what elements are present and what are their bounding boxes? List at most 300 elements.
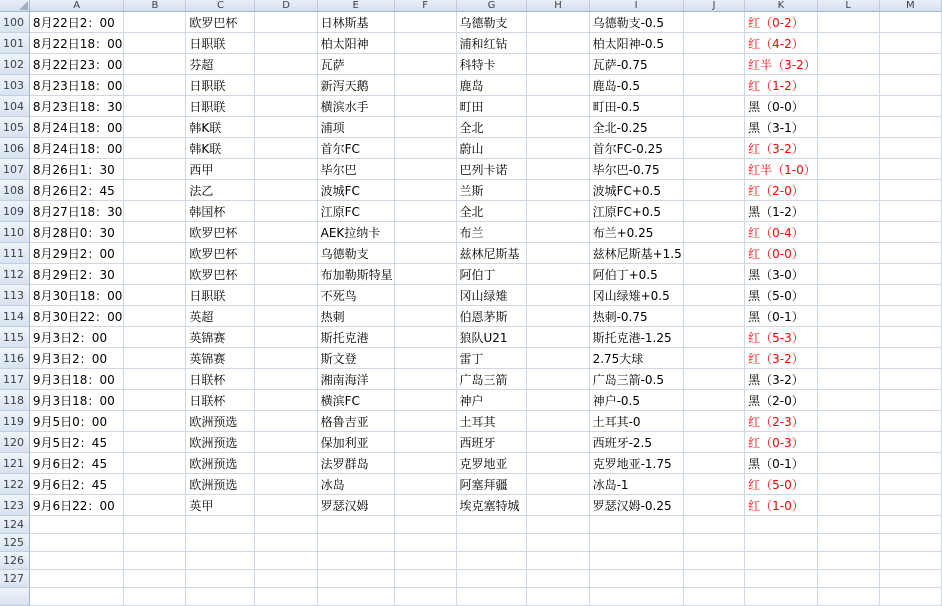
cell-K110[interactable]: [745, 222, 818, 243]
cell[interactable]: [186, 588, 255, 606]
cell-I124[interactable]: [590, 516, 684, 534]
cell-K125[interactable]: [745, 534, 818, 552]
cell-A124[interactable]: [30, 516, 124, 534]
cell-E115[interactable]: [318, 327, 395, 348]
cell-H123[interactable]: [527, 495, 589, 516]
cell-J116[interactable]: [684, 348, 745, 369]
cell-J112[interactable]: [684, 264, 745, 285]
cell-E120[interactable]: [318, 432, 395, 453]
cell-C100[interactable]: [186, 12, 255, 33]
cell-H110[interactable]: [527, 222, 589, 243]
cell-D108[interactable]: [255, 180, 317, 201]
cell-D124[interactable]: [255, 516, 317, 534]
cell-F103[interactable]: [395, 75, 457, 96]
cell-F106[interactable]: [395, 138, 457, 159]
cell-H116[interactable]: [527, 348, 589, 369]
cell-A123[interactable]: [30, 495, 124, 516]
cell-D103[interactable]: [255, 75, 317, 96]
cell-L103[interactable]: [818, 75, 880, 96]
cell-M102[interactable]: [880, 54, 942, 75]
cell-L119[interactable]: [818, 411, 880, 432]
cell-A116[interactable]: [30, 348, 124, 369]
cell-E108[interactable]: [318, 180, 395, 201]
cell[interactable]: [880, 588, 942, 606]
cell-M121[interactable]: [880, 453, 942, 474]
row-header-105[interactable]: 105: [0, 117, 30, 138]
cell-A109[interactable]: [30, 201, 124, 222]
cell-C108[interactable]: [186, 180, 255, 201]
cell-M107[interactable]: [880, 159, 942, 180]
select-all-corner[interactable]: [0, 0, 30, 12]
row-header-116[interactable]: 116: [0, 348, 30, 369]
cell-M106[interactable]: [880, 138, 942, 159]
cell-K103[interactable]: [745, 75, 818, 96]
cell-F124[interactable]: [395, 516, 457, 534]
cell-K117[interactable]: [745, 369, 818, 390]
cell-A120[interactable]: [30, 432, 124, 453]
cell-G124[interactable]: [457, 516, 528, 534]
cell-M115[interactable]: [880, 327, 942, 348]
cell-F119[interactable]: [395, 411, 457, 432]
cell-F102[interactable]: [395, 54, 457, 75]
cell-C117[interactable]: [186, 369, 255, 390]
cell-J122[interactable]: [684, 474, 745, 495]
cell-K102[interactable]: [745, 54, 818, 75]
cell-J118[interactable]: [684, 390, 745, 411]
cell-E107[interactable]: [318, 159, 395, 180]
cell-M111[interactable]: [880, 243, 942, 264]
row-header-109[interactable]: 109: [0, 201, 30, 222]
cell-E105[interactable]: [318, 117, 395, 138]
cell-H125[interactable]: [527, 534, 589, 552]
cell-G103[interactable]: [457, 75, 528, 96]
cell-B104[interactable]: [124, 96, 186, 117]
cell-D126[interactable]: [255, 552, 317, 570]
row-header-106[interactable]: 106: [0, 138, 30, 159]
cell-C104[interactable]: [186, 96, 255, 117]
cell-B100[interactable]: [124, 12, 186, 33]
cell-H103[interactable]: [527, 75, 589, 96]
column-header-L[interactable]: L: [818, 0, 880, 12]
cell-B120[interactable]: [124, 432, 186, 453]
cell-K126[interactable]: [745, 552, 818, 570]
cell[interactable]: [318, 588, 395, 606]
cell-M117[interactable]: [880, 369, 942, 390]
cell-J110[interactable]: [684, 222, 745, 243]
row-header-112[interactable]: 112: [0, 264, 30, 285]
cell-K100[interactable]: [745, 12, 818, 33]
cell-I119[interactable]: [590, 411, 684, 432]
cell-E112[interactable]: [318, 264, 395, 285]
cell-C127[interactable]: [186, 570, 255, 588]
row-header-127[interactable]: 127: [0, 570, 30, 588]
cell-E125[interactable]: [318, 534, 395, 552]
cell-J100[interactable]: [684, 12, 745, 33]
cell-D118[interactable]: [255, 390, 317, 411]
cell-E101[interactable]: [318, 33, 395, 54]
cell-I121[interactable]: [590, 453, 684, 474]
cell-L120[interactable]: [818, 432, 880, 453]
cell-D112[interactable]: [255, 264, 317, 285]
cell-G100[interactable]: [457, 12, 528, 33]
row-header-121[interactable]: 121: [0, 453, 30, 474]
cell-I117[interactable]: [590, 369, 684, 390]
cell-B117[interactable]: [124, 369, 186, 390]
cell-D121[interactable]: [255, 453, 317, 474]
cell-L121[interactable]: [818, 453, 880, 474]
cell-J102[interactable]: [684, 54, 745, 75]
cell-E119[interactable]: [318, 411, 395, 432]
cell-E102[interactable]: [318, 54, 395, 75]
row-header-114[interactable]: 114: [0, 306, 30, 327]
cell-F112[interactable]: [395, 264, 457, 285]
cell-L118[interactable]: [818, 390, 880, 411]
cell-G114[interactable]: [457, 306, 528, 327]
cell-C111[interactable]: [186, 243, 255, 264]
cell-A107[interactable]: [30, 159, 124, 180]
cell-J107[interactable]: [684, 159, 745, 180]
cell-L126[interactable]: [818, 552, 880, 570]
cell-K114[interactable]: [745, 306, 818, 327]
cell-M100[interactable]: [880, 12, 942, 33]
cell-J105[interactable]: [684, 117, 745, 138]
row-header-111[interactable]: 111: [0, 243, 30, 264]
cell-F115[interactable]: [395, 327, 457, 348]
cell-B127[interactable]: [124, 570, 186, 588]
cell-E109[interactable]: [318, 201, 395, 222]
cell-J114[interactable]: [684, 306, 745, 327]
cell-K101[interactable]: [745, 33, 818, 54]
cell-B115[interactable]: [124, 327, 186, 348]
cell-L101[interactable]: [818, 33, 880, 54]
cell-F110[interactable]: [395, 222, 457, 243]
cell-L109[interactable]: [818, 201, 880, 222]
cell-G111[interactable]: [457, 243, 528, 264]
row-header-119[interactable]: 119: [0, 411, 30, 432]
cell-F107[interactable]: [395, 159, 457, 180]
cell-D109[interactable]: [255, 201, 317, 222]
cell-L125[interactable]: [818, 534, 880, 552]
row-header-107[interactable]: 107: [0, 159, 30, 180]
cell-K121[interactable]: [745, 453, 818, 474]
cell-D117[interactable]: [255, 369, 317, 390]
cell-E106[interactable]: [318, 138, 395, 159]
cell-L100[interactable]: [818, 12, 880, 33]
cell-F109[interactable]: [395, 201, 457, 222]
cell-E127[interactable]: [318, 570, 395, 588]
cell-L114[interactable]: [818, 306, 880, 327]
cell-C121[interactable]: [186, 453, 255, 474]
cell-J120[interactable]: [684, 432, 745, 453]
cell-E121[interactable]: [318, 453, 395, 474]
cell-D102[interactable]: [255, 54, 317, 75]
cell-H121[interactable]: [527, 453, 589, 474]
row-header-117[interactable]: 117: [0, 369, 30, 390]
cell-L123[interactable]: [818, 495, 880, 516]
cell-H114[interactable]: [527, 306, 589, 327]
cell-L108[interactable]: [818, 180, 880, 201]
cell-C122[interactable]: [186, 474, 255, 495]
cell-D110[interactable]: [255, 222, 317, 243]
cell-H111[interactable]: [527, 243, 589, 264]
cell[interactable]: [255, 588, 317, 606]
cell-M114[interactable]: [880, 306, 942, 327]
row-header-124[interactable]: 124: [0, 516, 30, 534]
cell-D111[interactable]: [255, 243, 317, 264]
cell-G115[interactable]: [457, 327, 528, 348]
cell-A108[interactable]: [30, 180, 124, 201]
cell-I114[interactable]: [590, 306, 684, 327]
cell-I111[interactable]: [590, 243, 684, 264]
cell-F122[interactable]: [395, 474, 457, 495]
cell-J117[interactable]: [684, 369, 745, 390]
cell-A126[interactable]: [30, 552, 124, 570]
cell-L110[interactable]: [818, 222, 880, 243]
cell-J101[interactable]: [684, 33, 745, 54]
cell-G127[interactable]: [457, 570, 528, 588]
cell-A118[interactable]: [30, 390, 124, 411]
cell-I108[interactable]: [590, 180, 684, 201]
cell-M104[interactable]: [880, 96, 942, 117]
column-header-I[interactable]: I: [590, 0, 684, 12]
cell-G113[interactable]: [457, 285, 528, 306]
cell-B112[interactable]: [124, 264, 186, 285]
cell-L107[interactable]: [818, 159, 880, 180]
cell-J108[interactable]: [684, 180, 745, 201]
cell-I102[interactable]: [590, 54, 684, 75]
cell-E111[interactable]: [318, 243, 395, 264]
cell-A113[interactable]: [30, 285, 124, 306]
cell-A115[interactable]: [30, 327, 124, 348]
cell-F111[interactable]: [395, 243, 457, 264]
cell-K124[interactable]: [745, 516, 818, 534]
cell-C124[interactable]: [186, 516, 255, 534]
cell-F100[interactable]: [395, 12, 457, 33]
cell-M108[interactable]: [880, 180, 942, 201]
cell-D119[interactable]: [255, 411, 317, 432]
cell-E123[interactable]: [318, 495, 395, 516]
row-header-120[interactable]: 120: [0, 432, 30, 453]
cell-H124[interactable]: [527, 516, 589, 534]
cell-C126[interactable]: [186, 552, 255, 570]
cell-D123[interactable]: [255, 495, 317, 516]
row-header-100[interactable]: 100: [0, 12, 30, 33]
cell-K108[interactable]: [745, 180, 818, 201]
cell-B107[interactable]: [124, 159, 186, 180]
cell-F101[interactable]: [395, 33, 457, 54]
cell[interactable]: [30, 588, 124, 606]
cell-G102[interactable]: [457, 54, 528, 75]
cell-C123[interactable]: [186, 495, 255, 516]
cell-E116[interactable]: [318, 348, 395, 369]
cell-J126[interactable]: [684, 552, 745, 570]
cell-H106[interactable]: [527, 138, 589, 159]
cell-G125[interactable]: [457, 534, 528, 552]
cell-D115[interactable]: [255, 327, 317, 348]
cell-G105[interactable]: [457, 117, 528, 138]
cell-K112[interactable]: [745, 264, 818, 285]
row-header-101[interactable]: 101: [0, 33, 30, 54]
cell-C115[interactable]: [186, 327, 255, 348]
cell-H115[interactable]: [527, 327, 589, 348]
cell-E118[interactable]: [318, 390, 395, 411]
cell-K116[interactable]: [745, 348, 818, 369]
cell-B101[interactable]: [124, 33, 186, 54]
cell-J115[interactable]: [684, 327, 745, 348]
cell-A102[interactable]: [30, 54, 124, 75]
row-header-108[interactable]: 108: [0, 180, 30, 201]
cell-I106[interactable]: [590, 138, 684, 159]
cell-I115[interactable]: [590, 327, 684, 348]
cell-F117[interactable]: [395, 369, 457, 390]
cell-F126[interactable]: [395, 552, 457, 570]
cell-K109[interactable]: [745, 201, 818, 222]
cell-D113[interactable]: [255, 285, 317, 306]
cell-H102[interactable]: [527, 54, 589, 75]
cell-L112[interactable]: [818, 264, 880, 285]
cell-F123[interactable]: [395, 495, 457, 516]
column-header-D[interactable]: D: [255, 0, 317, 12]
cell-F108[interactable]: [395, 180, 457, 201]
row-header-113[interactable]: 113: [0, 285, 30, 306]
cell-B103[interactable]: [124, 75, 186, 96]
cell-F121[interactable]: [395, 453, 457, 474]
cell-F105[interactable]: [395, 117, 457, 138]
cell-B123[interactable]: [124, 495, 186, 516]
row-header-102[interactable]: 102: [0, 54, 30, 75]
cell-B125[interactable]: [124, 534, 186, 552]
cell-J113[interactable]: [684, 285, 745, 306]
cell-F127[interactable]: [395, 570, 457, 588]
cell-I101[interactable]: [590, 33, 684, 54]
cell-M118[interactable]: [880, 390, 942, 411]
cell-H126[interactable]: [527, 552, 589, 570]
cell-A112[interactable]: [30, 264, 124, 285]
cell-M125[interactable]: [880, 534, 942, 552]
cell-B102[interactable]: [124, 54, 186, 75]
cell-C110[interactable]: [186, 222, 255, 243]
cell-L116[interactable]: [818, 348, 880, 369]
cell-A101[interactable]: [30, 33, 124, 54]
cell-B113[interactable]: [124, 285, 186, 306]
cell-B118[interactable]: [124, 390, 186, 411]
cell-C109[interactable]: [186, 201, 255, 222]
cell-A100[interactable]: [30, 12, 124, 33]
cell-K111[interactable]: [745, 243, 818, 264]
cell-K107[interactable]: [745, 159, 818, 180]
cell-G101[interactable]: [457, 33, 528, 54]
cell-L111[interactable]: [818, 243, 880, 264]
cell-A110[interactable]: [30, 222, 124, 243]
cell-A125[interactable]: [30, 534, 124, 552]
cell-D105[interactable]: [255, 117, 317, 138]
cell-I122[interactable]: [590, 474, 684, 495]
cell-L122[interactable]: [818, 474, 880, 495]
cell-H127[interactable]: [527, 570, 589, 588]
cell-B124[interactable]: [124, 516, 186, 534]
cell-M116[interactable]: [880, 348, 942, 369]
cell-B105[interactable]: [124, 117, 186, 138]
cell-G106[interactable]: [457, 138, 528, 159]
cell-I116[interactable]: [590, 348, 684, 369]
cell-F114[interactable]: [395, 306, 457, 327]
cell-J125[interactable]: [684, 534, 745, 552]
cell-C112[interactable]: [186, 264, 255, 285]
cell-B110[interactable]: [124, 222, 186, 243]
cell-L117[interactable]: [818, 369, 880, 390]
cell[interactable]: [684, 588, 745, 606]
cell-G112[interactable]: [457, 264, 528, 285]
cell-G118[interactable]: [457, 390, 528, 411]
column-header-G[interactable]: G: [457, 0, 528, 12]
cell-D101[interactable]: [255, 33, 317, 54]
cell-K113[interactable]: [745, 285, 818, 306]
cell-I127[interactable]: [590, 570, 684, 588]
row-header-125[interactable]: 125: [0, 534, 30, 552]
cell-G117[interactable]: [457, 369, 528, 390]
cell-E126[interactable]: [318, 552, 395, 570]
cell-K123[interactable]: [745, 495, 818, 516]
row-header-103[interactable]: 103: [0, 75, 30, 96]
cell-J111[interactable]: [684, 243, 745, 264]
cell[interactable]: [124, 588, 186, 606]
cell-K122[interactable]: [745, 474, 818, 495]
cell-L102[interactable]: [818, 54, 880, 75]
cell-L113[interactable]: [818, 285, 880, 306]
cell-B114[interactable]: [124, 306, 186, 327]
column-header-E[interactable]: E: [318, 0, 395, 12]
cell-D107[interactable]: [255, 159, 317, 180]
cell-G119[interactable]: [457, 411, 528, 432]
cell-I113[interactable]: [590, 285, 684, 306]
cell-K120[interactable]: [745, 432, 818, 453]
cell-M105[interactable]: [880, 117, 942, 138]
cell-E117[interactable]: [318, 369, 395, 390]
cell-D122[interactable]: [255, 474, 317, 495]
cell-H118[interactable]: [527, 390, 589, 411]
cell-J121[interactable]: [684, 453, 745, 474]
cell-F118[interactable]: [395, 390, 457, 411]
cell-F116[interactable]: [395, 348, 457, 369]
cell-A111[interactable]: [30, 243, 124, 264]
cell-I120[interactable]: [590, 432, 684, 453]
cell-K105[interactable]: [745, 117, 818, 138]
cell[interactable]: [745, 588, 818, 606]
cell-E122[interactable]: [318, 474, 395, 495]
cell-H120[interactable]: [527, 432, 589, 453]
cell-J124[interactable]: [684, 516, 745, 534]
cell-I126[interactable]: [590, 552, 684, 570]
cell-J104[interactable]: [684, 96, 745, 117]
cell-H112[interactable]: [527, 264, 589, 285]
cell-C120[interactable]: [186, 432, 255, 453]
cell-E113[interactable]: [318, 285, 395, 306]
cell-E104[interactable]: [318, 96, 395, 117]
cell-D100[interactable]: [255, 12, 317, 33]
cell-K115[interactable]: [745, 327, 818, 348]
row-header-110[interactable]: 110: [0, 222, 30, 243]
cell-A121[interactable]: [30, 453, 124, 474]
cell-C119[interactable]: [186, 411, 255, 432]
cell-K118[interactable]: [745, 390, 818, 411]
cell-D125[interactable]: [255, 534, 317, 552]
cell-A127[interactable]: [30, 570, 124, 588]
cell-H117[interactable]: [527, 369, 589, 390]
cell-A122[interactable]: [30, 474, 124, 495]
cell-B119[interactable]: [124, 411, 186, 432]
cell-G109[interactable]: [457, 201, 528, 222]
cell-B111[interactable]: [124, 243, 186, 264]
